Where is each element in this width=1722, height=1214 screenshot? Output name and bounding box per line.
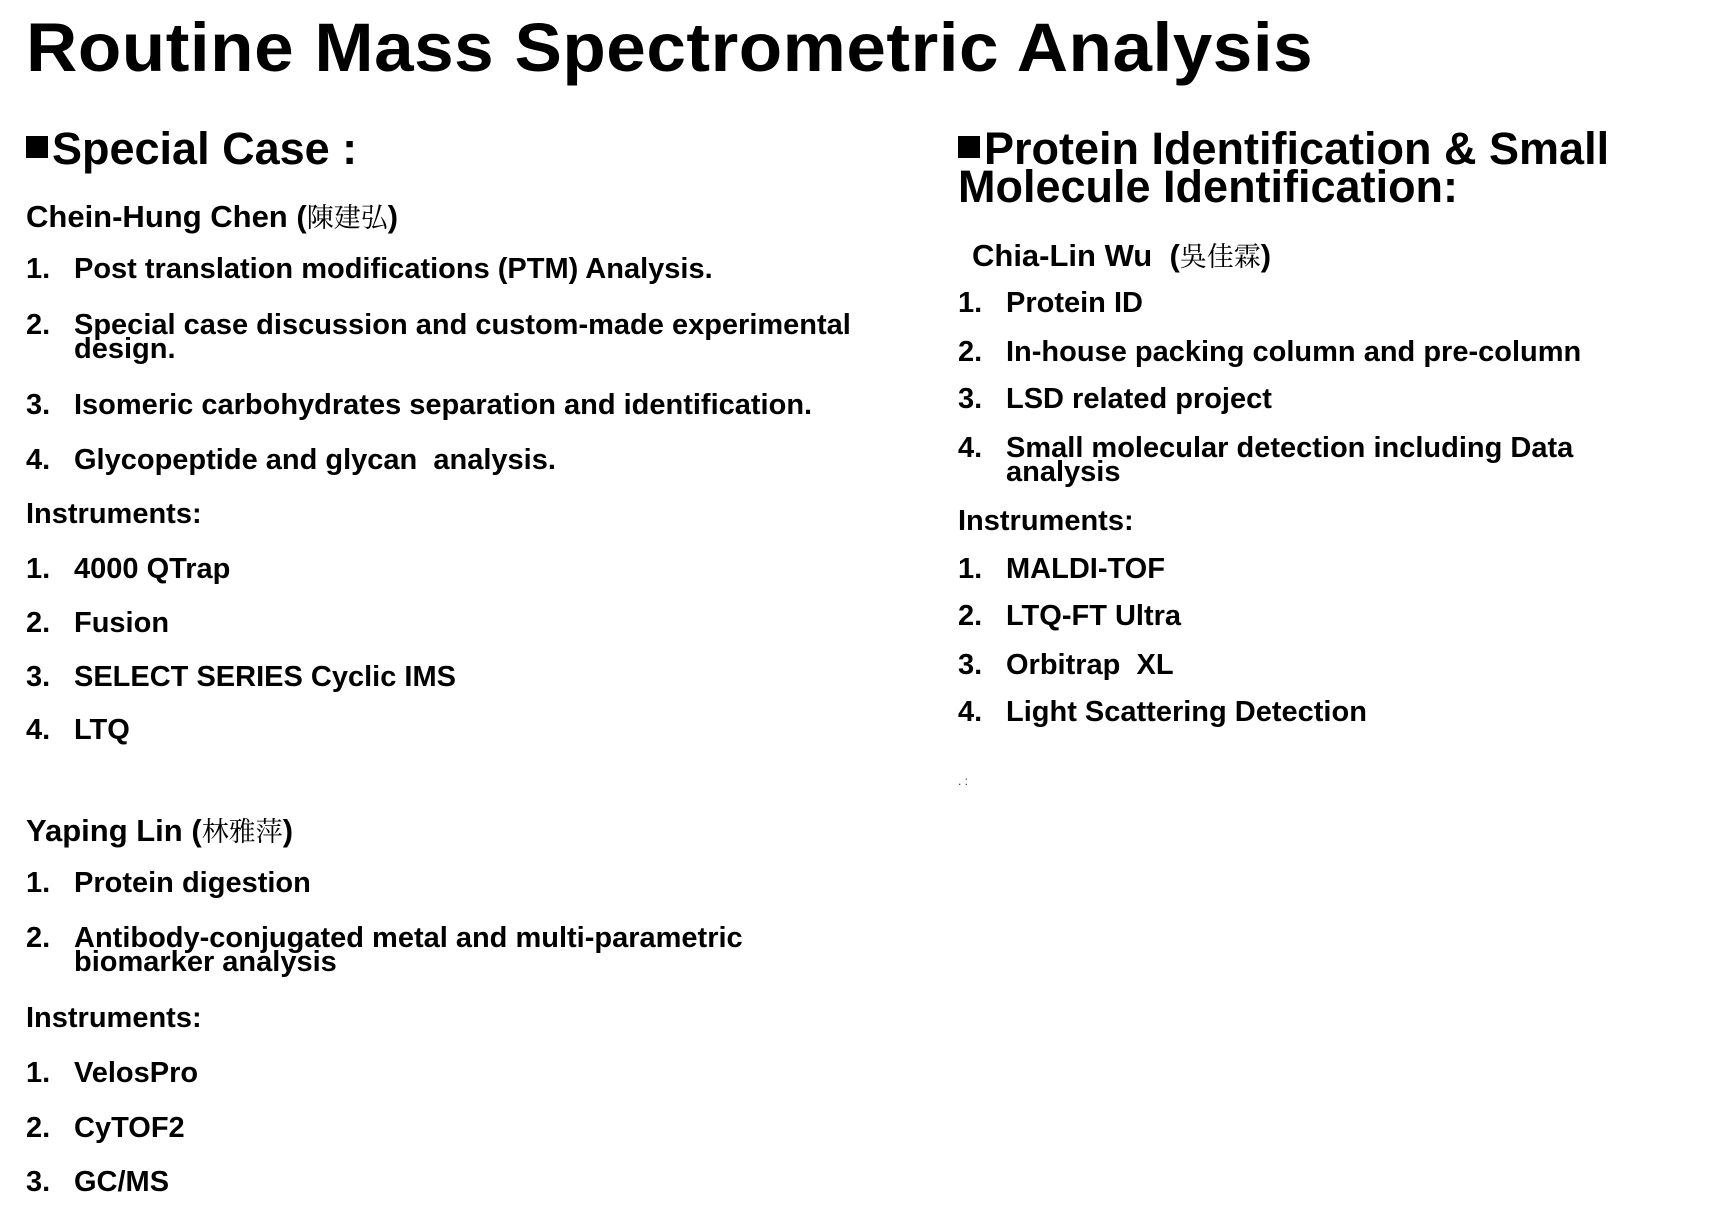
- person-name: Chein-Hung Chen: [26, 199, 288, 234]
- instruments-label: Instruments:: [26, 498, 202, 530]
- person-chinese-name: 陳建弘: [306, 203, 388, 234]
- special-case-heading-text: Special Case :: [52, 123, 358, 174]
- person-chia-lin-wu: Chia-Lin Wu (吳佳霖): [972, 238, 1272, 273]
- special-case-heading: [26, 123, 358, 174]
- person-name: Chia-Lin Wu: [972, 238, 1153, 273]
- person-name: Yaping Lin: [26, 813, 183, 848]
- square-bullet-icon: [26, 136, 48, 158]
- person-chein-hung-chen: Chein-Hung Chen (陳建弘): [26, 199, 399, 234]
- person-chinese-name: 林雅萍: [201, 817, 283, 848]
- page-title: Routine Mass Spectrometric Analysis: [26, 9, 1314, 86]
- instruments-label: Instruments:: [26, 1002, 202, 1034]
- person-yaping-lin: Yaping Lin (林雅萍): [26, 813, 294, 848]
- protein-identification-heading-line2: Molecule Identification:: [958, 161, 1459, 212]
- instruments-label: Instruments:: [958, 505, 1134, 537]
- protein-heading-line1: Protein Identification & Small: [984, 123, 1610, 174]
- stray-marks: . :: [958, 774, 969, 788]
- person-chinese-name: 吳佳霖: [1179, 242, 1261, 273]
- square-bullet-icon: [958, 136, 980, 158]
